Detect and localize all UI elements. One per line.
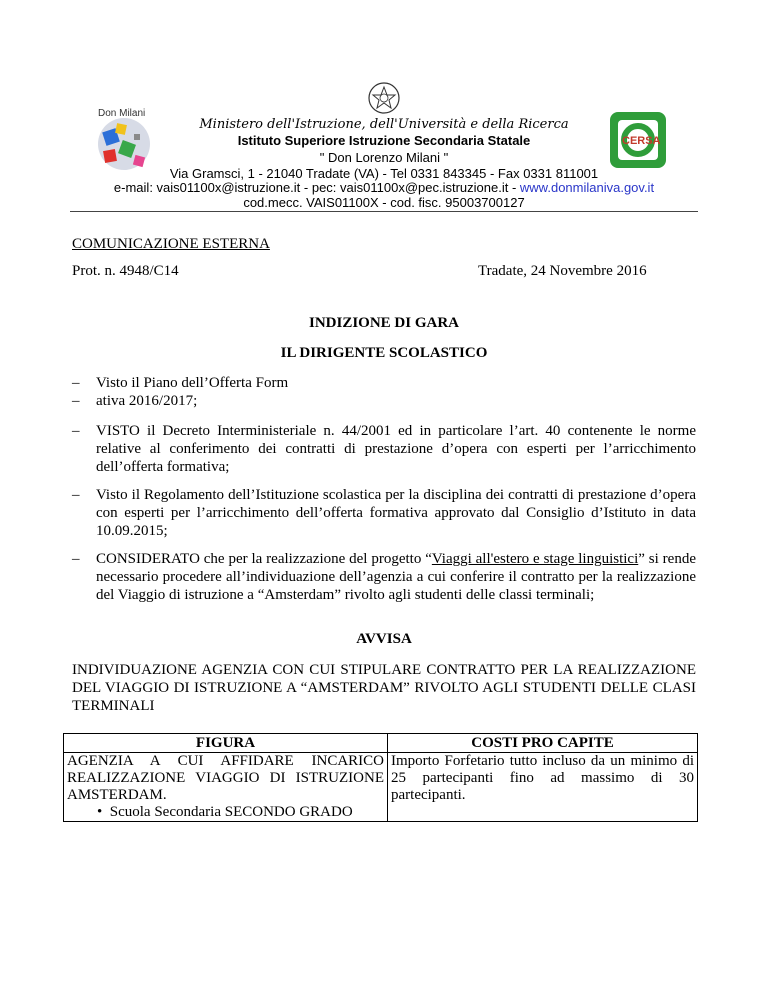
school-type: Istituto Superiore Istruzione Secondaria Statale xyxy=(237,133,531,148)
school-contacts xyxy=(0,180,768,195)
bullet-icon: • xyxy=(97,804,110,820)
table-row xyxy=(64,753,698,822)
list-item: Visto il Regolamento dell’Istituzione scolastica per la disciplina dei contratti di prestazione d’opera con esperti per l’arricchimento dell’offerta formativa approvato dal Consiglio d’Istituto in data 10.09.2015; xyxy=(96,487,696,539)
list-dash: – xyxy=(72,393,80,409)
column-header: COSTI PRO CAPITE xyxy=(388,734,698,753)
document-subtitle: IL DIRIGENTE SCOLASTICO xyxy=(280,345,488,361)
communication-type: COMUNICAZIONE ESTERNA xyxy=(72,236,270,252)
tender-table xyxy=(63,733,698,822)
list-item: VISTO il Decreto Interministeriale n. 44/2001 ed in particolare l’art. 40 contenente le norme relative al conferimento dei contratti di prestazione d’opera con esperti per l’arricchimento dell’offerta formativa; xyxy=(96,423,696,475)
list-item: ativa 2016/2017; xyxy=(96,393,198,409)
cersa-logo-text: CERSA xyxy=(622,135,661,147)
website-link[interactable]: www.donmilaniva.gov.it xyxy=(519,180,655,195)
list-dash: – xyxy=(72,551,80,567)
protocol-number: Prot. n. 4948/C14 xyxy=(72,263,179,279)
bullet-text: Scuola Secondaria SECONDO GRADO xyxy=(109,804,353,820)
list-dash: – xyxy=(72,375,80,391)
school-address: Via Gramsci, 1 - 21040 Tradate (VA) - Tel 0331 843345 - Fax 0331 811001 xyxy=(169,166,599,181)
school-name: " Don Lorenzo Milani " xyxy=(319,150,449,165)
contacts-email: e-mail: vais01100x@istruzione.it - pec: vais01100x@pec.istruzione.it - xyxy=(113,180,520,195)
figura-text: AGENZIA A CUI AFFIDARE INCARICO REALIZZAZIONE VIAGGIO DI ISTRUZIONE AMSTERDAM. xyxy=(67,753,384,803)
header-divider xyxy=(70,211,698,212)
bullet-item xyxy=(67,804,384,821)
avvisa-heading: AVVISA xyxy=(356,631,412,647)
table-header-row xyxy=(64,734,698,753)
considerato-paragraph xyxy=(96,550,696,604)
column-header: FIGURA xyxy=(64,734,388,753)
place-date: Tradate, 24 Novembre 2016 xyxy=(478,263,647,279)
costi-cell: Importo Forfetario tutto incluso da un minimo di 25 partecipanti fino ad massimo di 30 partecipanti. xyxy=(388,753,698,822)
considerato-text: CONSIDERATO che per la realizzazione del progetto “ xyxy=(96,551,432,567)
ministry-line: Ministero dell'Istruzione, dell'Università e della Ricerca xyxy=(199,117,569,132)
list-item: Visto il Piano dell’Offerta Form xyxy=(96,375,289,391)
list-dash: – xyxy=(72,423,80,439)
school-codes: cod.mecc. VAIS01100X - cod. fisc. 95003700127 xyxy=(243,195,525,210)
document-title: INDIZIONE DI GARA xyxy=(308,315,460,331)
project-name: Viaggi all'estero e stage linguistici xyxy=(431,551,639,567)
italian-republic-emblem-icon xyxy=(366,80,402,116)
logo-text: Don Milani xyxy=(98,108,146,119)
considerato-text: ” si rende necessario procedere all’individuazione dell’agenzia a cui conferire il contratto per la realizzazione del Viaggio di istruzione a “Amsterdam” rivolto agli studenti delle classi terminali; xyxy=(96,551,696,603)
figura-cell xyxy=(64,753,388,822)
list-dash: – xyxy=(72,487,80,503)
notice-text: INDIVIDUAZIONE AGENZIA CON CUI STIPULARE CONTRATTO PER LA REALIZZAZIONE DEL VIAGGIO DI ISTRUZIONE A “AMSTERDAM” RIVOLTO AGLI STUDENTI DELLE CLASI TERMINALI xyxy=(72,662,696,714)
